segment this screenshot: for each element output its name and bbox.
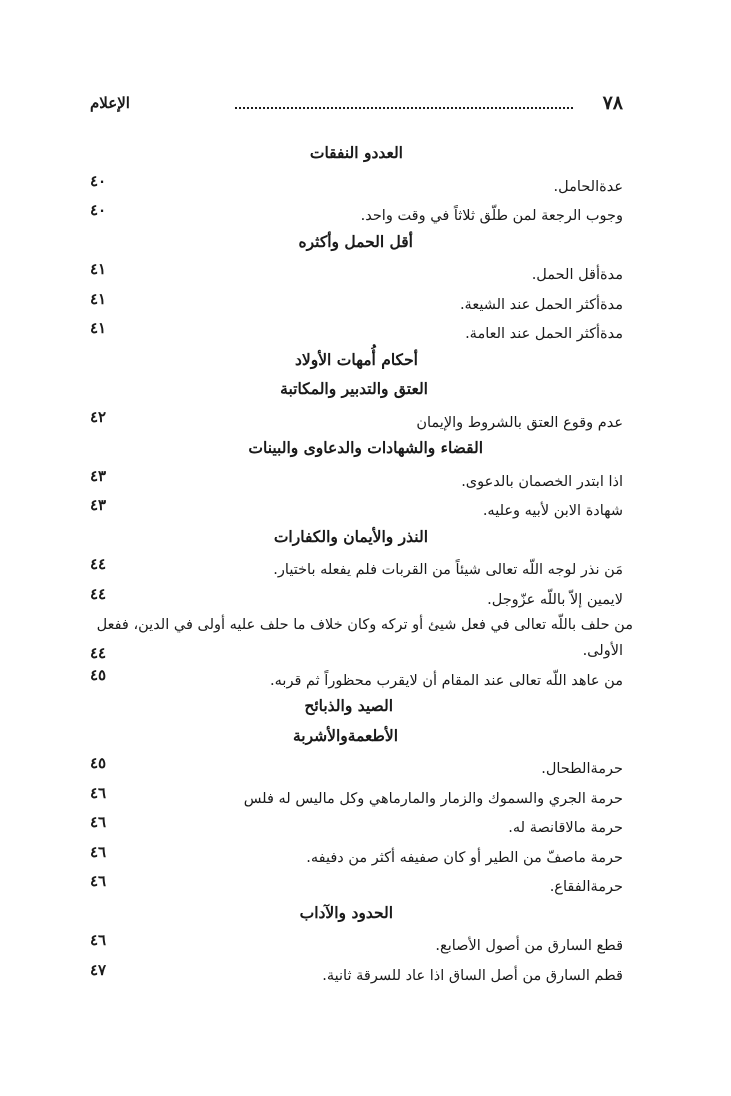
toc-entry-text: الأولى. [582, 643, 623, 659]
toc-entry [90, 290, 623, 320]
section-heading-text: الصيد والذبائح [304, 696, 393, 715]
running-header [90, 92, 623, 120]
toc-entry-text: مدةأكثر الحمل عند الشيعة. [459, 296, 623, 313]
toc-page-number: ٤٦ [90, 872, 107, 890]
toc-page-number: ٤٠ [90, 201, 107, 219]
section-heading [90, 437, 623, 467]
toc-entry [90, 172, 623, 202]
section-heading [90, 725, 623, 755]
toc-page-number: ٤٦ [90, 931, 107, 949]
toc-entry [90, 843, 623, 873]
toc-entry-text: مدةأقل الحمل. [531, 267, 623, 283]
toc-entry [90, 961, 623, 991]
toc-entry [90, 555, 623, 585]
toc-entry-text: حرمة ماصفّ من الطير أو كان صفيفه أكثر من دفيفه. [306, 849, 623, 866]
toc-page-number: ٤١ [90, 289, 107, 308]
toc-entry [90, 201, 623, 231]
toc-page-number: ٤٣ [90, 496, 107, 514]
toc-page-number: ٤٥ [90, 665, 107, 684]
toc-entry [90, 496, 623, 526]
section-heading-text: العتق والتدبير والمكاتبة [280, 379, 428, 398]
toc-page-number: ٤٧ [90, 960, 107, 979]
section-heading [90, 349, 623, 379]
toc-page-number: ٤١ [90, 260, 107, 278]
page-number: ٧٨ [602, 92, 623, 114]
toc-entry-text: قطم السارق من أصل الساق اذا عاد للسرقة ثانية. [322, 967, 623, 984]
toc-entry [90, 872, 623, 902]
toc-page-number: ٤٣ [90, 466, 107, 485]
section-heading [90, 526, 623, 556]
toc-page-number: ٤٠ [90, 171, 107, 190]
toc-page-number: ٤٤ [90, 555, 107, 573]
toc-page-number: ٤٦ [90, 783, 107, 802]
dot-leader [235, 107, 573, 109]
running-title: الإعلام [90, 94, 130, 112]
section-heading [90, 695, 623, 725]
toc-page-number: ٤٢ [90, 407, 107, 426]
toc-entry-text: من عاهد اللّه تعالى عند المقام أن لايقرب محظوراً ثم قربه. [270, 672, 623, 689]
toc-page-number: ٤١ [90, 319, 107, 337]
toc-entry-text: حرمة الجري والسموك والزمار والمارماهي وكل ماليس له فلس [243, 790, 623, 807]
section-heading-text: القضاء والشهادات والدعاوى والبينات [248, 438, 483, 457]
section-heading-text: أحكام أُمهات الأولاد [294, 349, 418, 369]
toc-entry-text: قطع السارق من أصول الأصابع. [435, 938, 623, 954]
section-heading [90, 231, 623, 261]
toc-entry-text: حرمةالطحال. [541, 761, 623, 777]
toc-entry-text: عدةالحامل. [553, 178, 623, 195]
section-heading-text: الأطعمةوالأشربة [292, 725, 398, 745]
toc-entry [90, 813, 623, 843]
toc-entry [90, 754, 623, 784]
toc-entry-text: لايمين إلاّ باللّه عزّوجل. [487, 591, 623, 608]
toc-entry [90, 260, 623, 290]
section-heading-text: الحدود والآداب [299, 902, 393, 922]
toc-entry-text: وجوب الرجعة لمن طلّق ثلاثاً في وقت واحد. [360, 208, 623, 224]
toc-page-number: ٤٤ [90, 584, 107, 603]
toc-entry-text: عدم وقوع العتق بالشروط والإيمان [416, 414, 623, 431]
toc-entry-text: مَن نذر لوجه اللّه تعالى شيئاً من القربات فلم يفعله باختيار. [273, 562, 623, 578]
toc-entry [90, 319, 623, 349]
toc-entry-text: مدةأكثر الحمل عند العامة. [465, 326, 623, 342]
toc-entry [90, 408, 623, 438]
table-of-contents [90, 142, 633, 990]
toc-page-number: ٤٦ [90, 813, 107, 831]
toc-entry [90, 666, 623, 696]
toc-entry [90, 636, 623, 666]
section-heading [90, 142, 623, 172]
toc-entry-text: اذا ابتدر الخصمان بالدعوى. [461, 473, 623, 490]
toc-entry [90, 784, 623, 814]
toc-page-number: ٤٥ [90, 754, 107, 772]
toc-entry-text: من حلف باللّه تعالى في فعل شيئ أو تركه وكان خلاف ما حلف عليه أولى في الدين، ففعل [96, 617, 633, 633]
toc-entry-text: حرمةالفقاع. [549, 879, 623, 895]
section-heading-text: النذر والأيمان والكفارات [273, 526, 428, 546]
section-heading [90, 378, 623, 408]
toc-page-number: ٤٦ [90, 842, 107, 861]
toc-entry-text: حرمة مالاقانصة له. [508, 820, 623, 836]
section-heading [90, 902, 623, 932]
section-heading-text: العددو النفقات [309, 143, 403, 162]
toc-page-number: ٤٤ [90, 644, 107, 662]
section-heading-text: أقل الحمل وأكثره [298, 231, 413, 251]
toc-entry [90, 931, 623, 961]
toc-entry [90, 467, 623, 497]
toc-entry-text: شهادة الابن لأبيه وعليه. [482, 503, 623, 519]
toc-entry [90, 585, 623, 615]
